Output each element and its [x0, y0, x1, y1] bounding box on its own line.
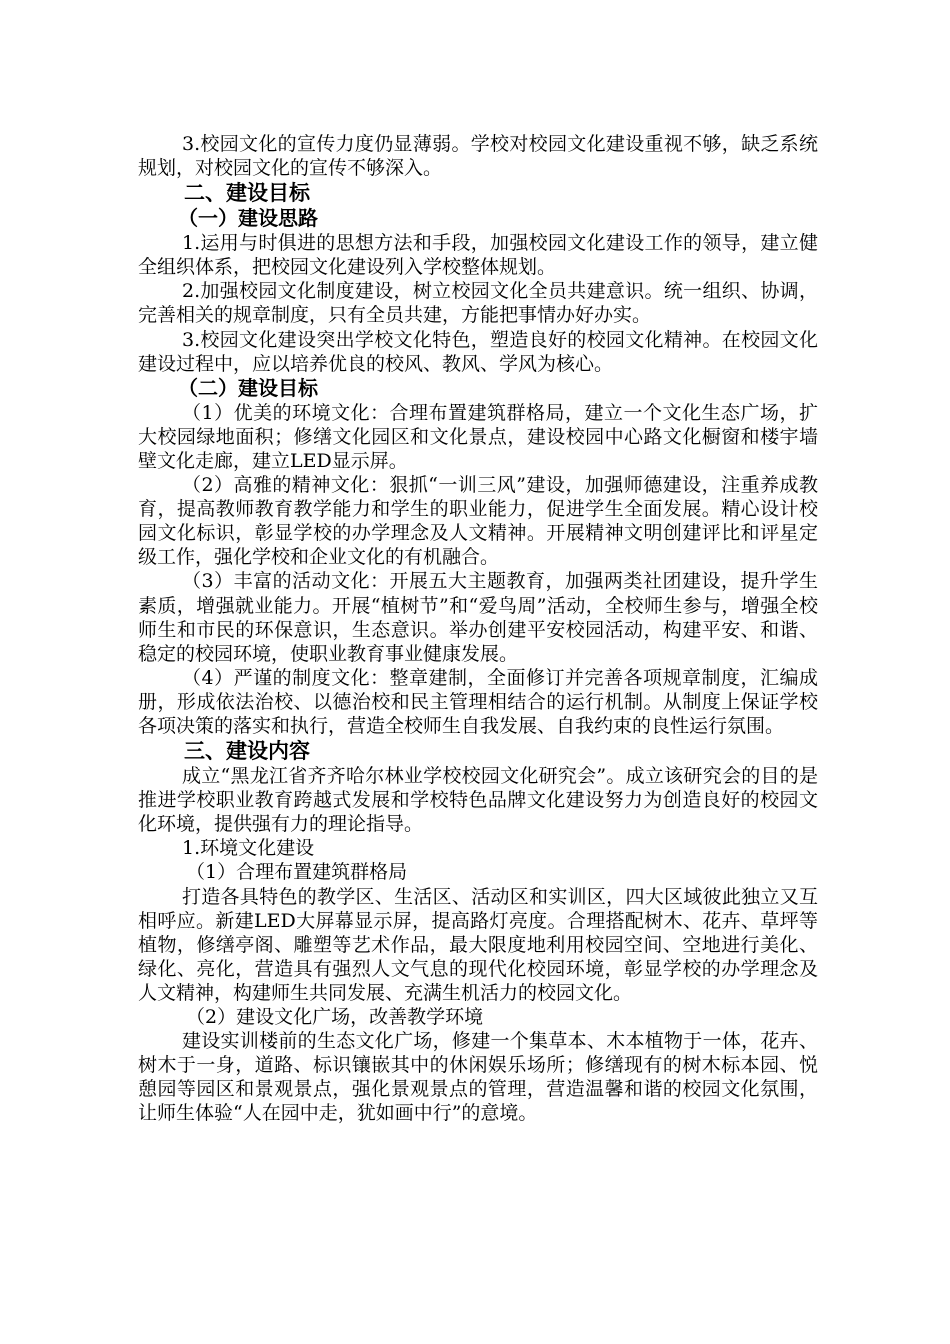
paragraph-target-system: （4）严谨的制度文化：整章建制，全面修订并完善各项规章制度，汇编成册，形成依法治校、以德治校和民主管理相结合的运行机制。从制度上保证学校各项决策的落实和执行，营造全校师生自我发展、自我约束的良性运行氛围。 [138, 666, 818, 737]
subheading-construction-targets: （二）建设目标 [178, 375, 318, 400]
paragraph-plaza-body: 建设实训楼前的生态文化广场，修建一个集草本、木本植物于一体，花卉、树木于一身，道路、标识镶嵌其中的休闲娱乐场所；修缮现有的树木标本园、悦憩园等园区和景观景点，强化景观景点的管理，营造温馨和谐的校园文化氛围，让师生体验“人在园中走，犹如画中行”的意境。 [138, 1030, 818, 1125]
paragraph-layout-title: （1）合理布置建筑群格局 [186, 861, 408, 884]
paragraph-plaza-title: （2）建设文化广场，改善教学环境 [186, 1006, 484, 1028]
paragraph-target-environment: （1）优美的环境文化：合理布置建筑群格局，建立一个文化生态广场，扩大校园绿地面积；修缮文化园区和文化景点，建设校园中心路文化橱窗和楼宇墙壁文化走廊，建立LED显示屏。 [138, 401, 818, 472]
paragraph-idea-2: 2.加强校园文化制度建设，树立校园文化全员共建意识。统一组织、协调，完善相关的规章制度，只有全员共建，方能把事情办好办实。 [138, 280, 818, 327]
paragraph-target-activity: （3）丰富的活动文化：开展五大主题教育，加强两类社团建设，提升学生素质，增强就业能力。开展“植树节”和“爱鸟周”活动，全校师生参与，增强全校师生和市民的环保意识，生态意识。举办创建平安校园活动，构建平安、和谐、稳定的校园环境，使职业教育事业健康发展。 [138, 570, 818, 665]
heading-construction-goals: 二、建设目标 [184, 181, 310, 206]
paragraph-environment-culture: 1.环境文化建设 [182, 837, 315, 860]
subheading-construction-ideas: （一）建设思路 [178, 206, 318, 231]
paragraph-publicity-weakness: 3.校园文化的宣传力度仍显薄弱。学校对校园文化建设重视不够，缺乏系统规划，对校园文化的宣传不够深入。 [138, 133, 818, 180]
paragraph-target-spirit: （2）高雅的精神文化：狠抓“一训三风”建设，加强师德建设，注重养成教育，提高教师教育教学能力和学生的职业能力，促进学生全面发展。精心设计校园文化标识，彰显学校的办学理念及人文精神。开展精神文明创建评比和评星定级工作，强化学校和企业文化的有机融合。 [138, 474, 818, 569]
heading-construction-content: 三、建设内容 [184, 739, 310, 764]
document-page [138, 132, 818, 1125]
paragraph-research-society: 成立“黑龙江省齐齐哈尔林业学校校园文化研究会”。成立该研究会的目的是推进学校职业教育跨越式发展和学校特色品牌文化建设努力为创造良好的校园文化环境，提供强有力的理论指导。 [138, 765, 818, 836]
paragraph-idea-1: 1.运用与时俱进的思想方法和手段，加强校园文化建设工作的领导，建立健全组织体系，把校园文化建设列入学校整体规划。 [138, 232, 818, 279]
paragraph-layout-body: 打造各具特色的教学区、生活区、活动区和实训区，四大区域彼此独立又互相呼应。新建LED大屏幕显示屏，提高路灯亮度。合理搭配树木、花卉、草坪等植物，修缮亭阁、雕塑等艺术作品，最大限度地利用校园空间、空地进行美化、绿化、亮化，营造具有强烈人文气息的现代化校园环境，彰显学校的办学理念及人文精神，构建师生共同发展、充满生机活力的校园文化。 [138, 885, 818, 1004]
paragraph-idea-3: 3.校园文化建设突出学校文化特色，塑造良好的校园文化精神。在校园文化建设过程中，应以培养优良的校风、教风、学风为核心。 [138, 328, 818, 375]
